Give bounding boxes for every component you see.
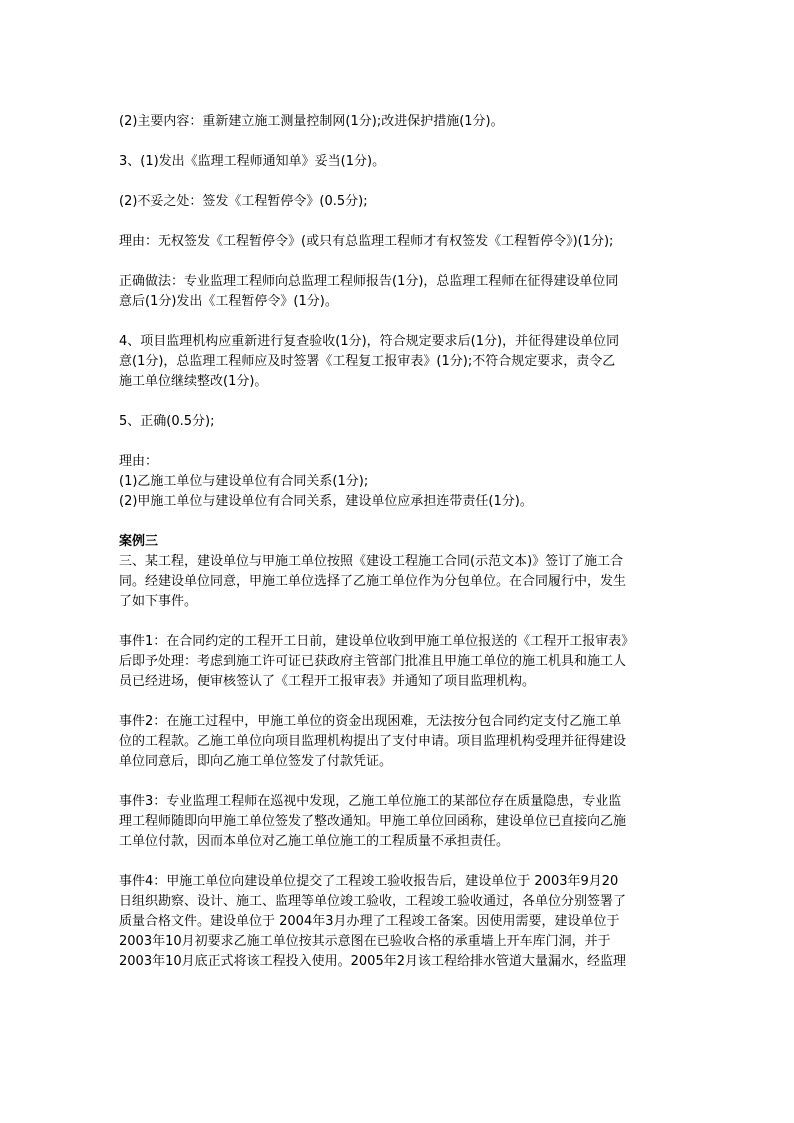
text-line: (2)甲施工单位与建设单位有合同关系，建设单位应承担连带责任(1分)。 [119, 494, 533, 509]
text-line: 2003年10月底正式将该工程投入使用。2005年2月该工程给排水管道大量漏水，经监理 [119, 954, 626, 969]
text-line: 事件1：在合同约定的工程开工日前，建设单位收到甲施工单位报送的《工程开工报审表》 [119, 634, 635, 649]
text-line: 三、某工程，建设单位与甲施工单位按照《建设工程施工合同(示范文本)》签订了施工合 [119, 554, 624, 569]
paragraph [119, 452, 679, 512]
text-line: 事件2：在施工过程中，甲施工单位的资金出现困难，无法按分包合同约定支付乙施工单 [119, 714, 622, 729]
paragraph-gap [119, 772, 679, 792]
section-heading: 案例三 [119, 534, 159, 549]
text-line: 意后(1分)发出《工程暂停令》(1分)。 [119, 294, 338, 309]
text-line: 正确做法：专业监理工程师向总监理工程师报告(1分)，总监理工程师在征得建设单位同 [119, 274, 619, 289]
text-line: 理工程师随即向甲施工单位签发了整改通知。甲施工单位回函称，建设单位已直接向乙施 [119, 814, 627, 829]
text-line: 日组织勘察、设计、施工、监理等单位竣工验收，工程竣工验收通过，各单位分别签署了 [119, 894, 627, 909]
paragraph [119, 792, 679, 852]
text-line: 位的工程款。乙施工单位向项目监理机构提出了支付申请。项目监理机构受理并征得建设 [119, 734, 627, 749]
paragraph-gap [119, 252, 679, 272]
text-line: (2)不妥之处：签发《工程暂停令》(0.5分); [119, 194, 368, 209]
paragraph [119, 192, 679, 212]
paragraph-gap [119, 132, 679, 152]
text-line: 单位同意后，即向乙施工单位签发了付款凭证。 [119, 754, 393, 769]
text-line: 后即予处理：考虑到施工许可证已获政府主管部门批准且甲施工单位的施工机具和施工人 [119, 654, 627, 669]
document-body [119, 112, 679, 972]
text-line: 事件4：甲施工单位向建设单位提交了工程竣工验收报告后，建设单位于 2003年9月20 [119, 874, 619, 889]
paragraph-gap [119, 612, 679, 632]
paragraph-gap [119, 392, 679, 412]
paragraph-gap [119, 212, 679, 232]
paragraph [119, 412, 679, 432]
paragraph-gap [119, 432, 679, 452]
text-line: 意(1分)，总监理工程师应及时签署《工程复工报审表》(1分);不符合规定要求，责令乙 [119, 354, 616, 369]
paragraph-gap [119, 172, 679, 192]
paragraph-gap [119, 512, 679, 532]
paragraph [119, 332, 679, 392]
paragraph [119, 532, 679, 612]
paragraph-gap [119, 312, 679, 332]
text-line: (2)主要内容：重新建立施工测量控制网(1分);改进保护措施(1分)。 [119, 114, 504, 129]
paragraph [119, 232, 679, 252]
text-line: 事件3：专业监理工程师在巡视中发现，乙施工单位施工的某部位存在质量隐患，专业监 [119, 794, 622, 809]
paragraph [119, 152, 679, 172]
text-line: (1)乙施工单位与建设单位有合同关系(1分); [119, 474, 369, 489]
paragraph-gap [119, 692, 679, 712]
text-line: 理由：无权签发《工程暂停令》(或只有总监理工程师才有权签发《工程暂停令》)(1分); [119, 234, 614, 249]
paragraph [119, 632, 679, 692]
paragraph [119, 112, 679, 132]
text-line: 同。经建设单位同意，甲施工单位选择了乙施工单位作为分包单位。在合同履行中，发生 [119, 574, 627, 589]
text-line: 员已经进场，便审核签认了《工程开工报审表》并通知了项目监理机构。 [119, 674, 536, 689]
text-line: 2003年10月初要求乙施工单位按其示意图在已验收合格的承重墙上开车库门洞，并于 [119, 934, 611, 949]
text-line: 工单位付款，因而本单位对乙施工单位施工的工程质量不承担责任。 [119, 834, 510, 849]
text-line: 5、正确(0.5分); [119, 414, 215, 429]
text-line: 4、项目监理机构应重新进行复查验收(1分)，符合规定要求后(1分)，并征得建设单位同 [119, 334, 620, 349]
paragraph [119, 712, 679, 772]
paragraph [119, 272, 679, 312]
text-line: 质量合格文件。建设单位于 2004年3月办理了工程竣工备案。因使用需要，建设单位于 [119, 914, 620, 929]
text-line: 理由： [119, 454, 159, 469]
paragraph [119, 872, 679, 972]
text-line: 了如下事件。 [119, 594, 198, 609]
paragraph-gap [119, 852, 679, 872]
text-line: 3、(1)发出《监理工程师通知单》妥当(1分)。 [119, 154, 386, 169]
text-line: 施工单位继续整改(1分)。 [119, 374, 268, 389]
